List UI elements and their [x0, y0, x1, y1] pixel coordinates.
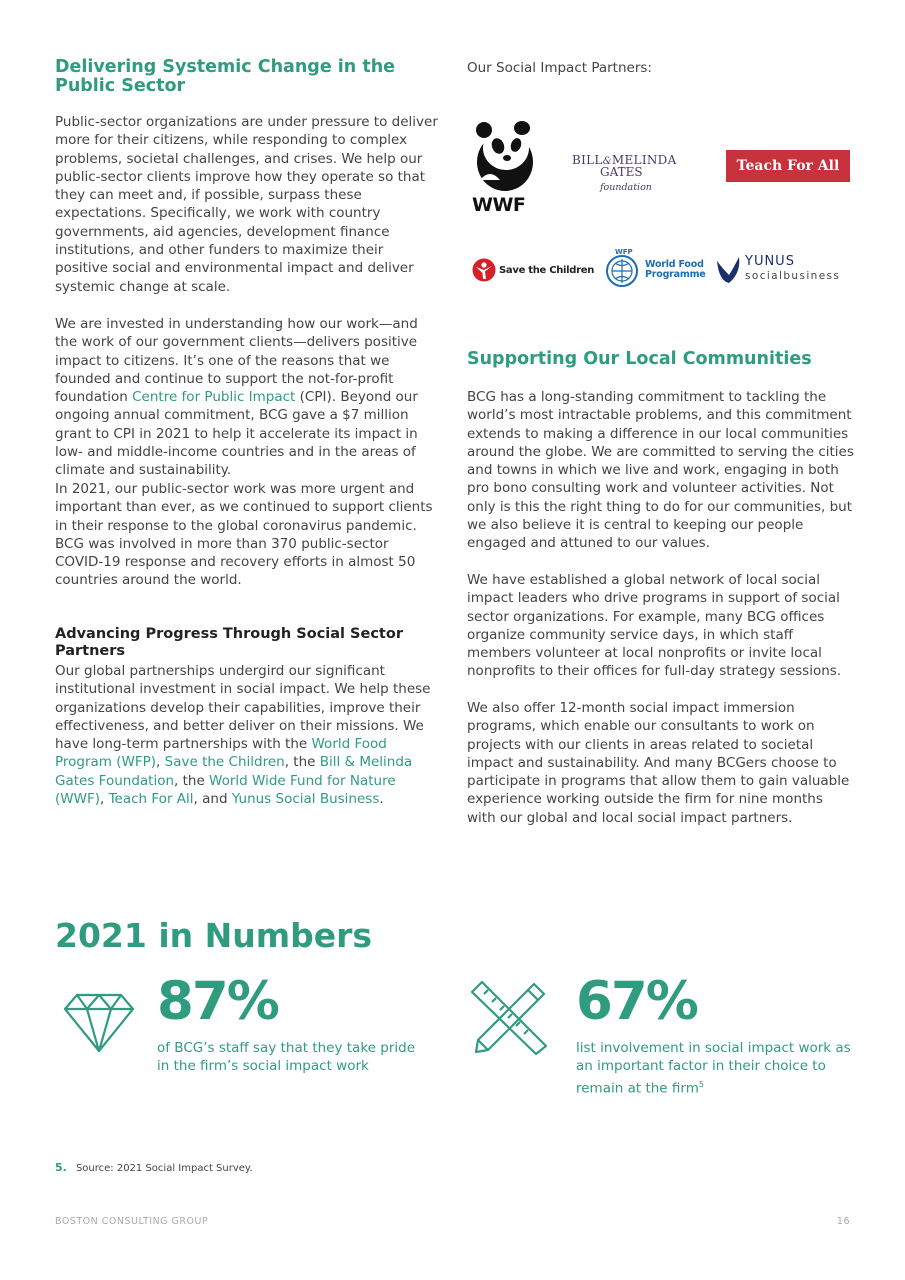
- child-figure-icon: [472, 258, 496, 282]
- social-sector-para: Our global partnerships undergird our significant institutional investment in social impact. We help these organizations develop their capabilities, improve their effectiveness, and better deliver on their missions. We have long-term partnerships with the World Food Program (WFP), Save the Children, the Bill & Melinda Gates Foundation, the World Wide Fund for Nature (WWF), Teach For All, and Yunus Social Business.: [55, 663, 431, 808]
- partners-intro: Our Social Impact Partners:: [467, 60, 652, 76]
- panda-icon: [470, 120, 540, 192]
- pencil-ruler-icon: [470, 980, 548, 1060]
- footnote-ref: 5: [698, 1079, 704, 1089]
- save-the-children-logo: Save the Children: [472, 258, 594, 282]
- save-the-children-link[interactable]: Save the Children: [164, 754, 285, 771]
- stat-67-value: 67%: [576, 971, 697, 1032]
- yunus-logo: YUNUS socialbusiness: [715, 255, 855, 287]
- local-communities-para-2: We have established a global network of local social impact leaders who drive programs in support of social sector organizations. For example, many BCG offices organize community service days, in which staff members volunteer at local nonprofits or invite local nonprofits to their offices for full-day strategy sessions.: [467, 572, 842, 680]
- teach-for-all-link[interactable]: Teach For All: [108, 791, 194, 808]
- gates-foundation-logo: BILL&MELINDA GATES foundation: [572, 153, 677, 193]
- teach-for-all-logo: Teach For All: [726, 150, 850, 182]
- public-sector-para-2: We are invested in understanding how our work—and the work of our government clients—delivers positive impact to citizens. It’s one of the reasons that we founded and continue to support the not-for-profit foundation Centre for Public Impact (CPI). Beyond our ongoing annual commitment, BCG gave a $7 million grant to CPI in 2021 to help it accelerate its impact in low- and middle-income countries and in the areas of climate and sustainability.: [55, 316, 418, 479]
- section-title-local-communities: Supporting Our Local Communities: [467, 349, 812, 369]
- wfp-logo: WFP World Food Programme: [601, 246, 701, 288]
- stat-87-value: 87%: [157, 971, 278, 1032]
- wfp-emblem-icon: [601, 246, 643, 288]
- wwf-logo: [470, 120, 540, 215]
- section-title-social-sector: Advancing Progress Through Social Sector Partners: [55, 626, 403, 659]
- local-communities-para-1: BCG has a long-standing commitment to tackling the world’s most intractable problems, and this commitment extends to making a difference in our local communities around the globe. We are committed to serving the cities and towns in which we live and work, engaging in both pro bono consulting work and volunteer activities. Not only is this the right thing to do for our communities, but we also believe it is central to keeping our people engaged and attuned to our values.: [467, 389, 854, 552]
- diamond-icon: [63, 993, 135, 1057]
- stat-67-desc: list involvement in social impact work as an important factor in their choice to remain at the firm$^5$: [576, 1040, 851, 1097]
- public-sector-para-3: In 2021, our public-sector work was more urgent and important than ever, as we continued to support clients in their response to the global coronavirus pandemic. BCG was involved in more than 370 public-sector COVID-19 response and recovery efforts in almost 50 countries around the world.: [55, 481, 433, 589]
- svg-text:WFP: WFP: [615, 248, 633, 256]
- leaf-icon: [715, 255, 743, 285]
- footer-org: BOSTON CONSULTING GROUP: [55, 1216, 209, 1227]
- footnote: 5. Source: 2021 Social Impact Survey.: [55, 1161, 253, 1174]
- cpi-link[interactable]: Centre for Public Impact: [132, 389, 296, 406]
- public-sector-para-1: Public-sector organizations are under pressure to deliver more for their citizens, while responding to complex problems, societal challenges, and crises. We help our public-sector clients improve how they operate so that they can meet and, if possible, surpass these expectations. Specifically, we work with country governments, aid agencies, development finance institutions, and other funders to maximize their positive social and environmental impact and deliver systemic change at scale.: [55, 114, 438, 295]
- wwf-wordmark: WWF: [472, 194, 526, 216]
- local-communities-para-3: We also offer 12-month social impact immersion programs, which enable our consultants to work on projects with our clients in areas related to societal impact and sustainability. And many BCGers choose to participate in programs that allow them to gain valuable experience working outside the firm for nine months with our global and local social impact partners.: [467, 700, 850, 826]
- numbers-title: 2021 in Numbers: [55, 916, 373, 955]
- stat-87-desc: of BCG’s staff say that they take pride in the firm’s social impact work: [157, 1040, 415, 1075]
- wwf-link[interactable]: World Wide Fund for Nature (WWF): [55, 772, 396, 808]
- gates-foundation-link[interactable]: Bill & Melinda Gates Foundation: [55, 754, 413, 789]
- yunus-link[interactable]: Yunus Social Business: [231, 791, 380, 808]
- section-title-public-sector: Delivering Systemic Change in the Public Sector: [55, 57, 396, 96]
- wfp-link[interactable]: World Food Program (WFP): [55, 736, 387, 771]
- page-number: 16: [836, 1216, 850, 1227]
